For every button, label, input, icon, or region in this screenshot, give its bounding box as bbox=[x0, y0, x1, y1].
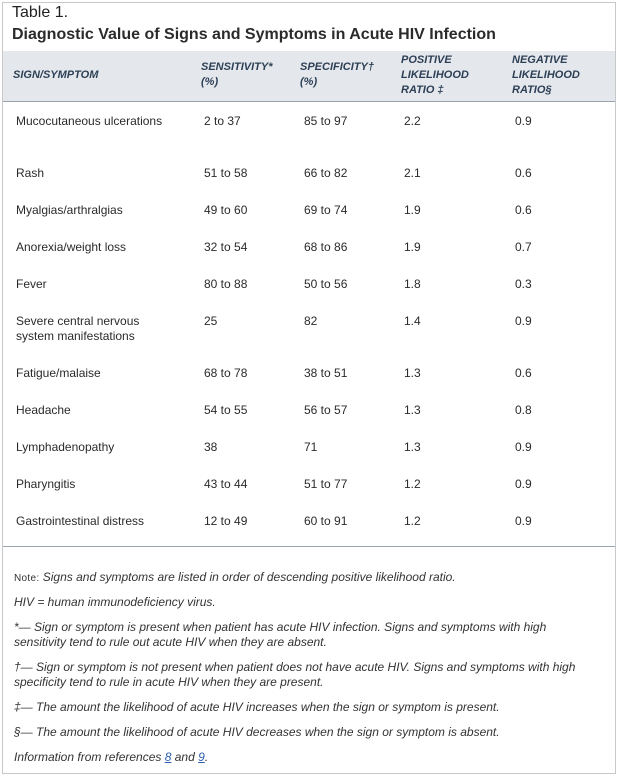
cell-sensitivity: 12 to 49 bbox=[204, 514, 248, 528]
cell-specificity: 51 to 77 bbox=[304, 477, 348, 491]
cell-sign: Fatigue/malaise bbox=[16, 366, 101, 380]
cell-specificity: 66 to 82 bbox=[304, 166, 348, 180]
cell-positive-lr: 1.2 bbox=[404, 514, 421, 528]
cell-positive-lr: 2.1 bbox=[404, 166, 421, 180]
table-header-row bbox=[3, 51, 615, 102]
note-specificity: †— Sign or symptom is not present when patient does not have acute HIV. Signs and symptoms with high specificity tend to rule in acute HIV when they are present. bbox=[14, 660, 576, 689]
header-positive-lr-line2: LIKELIHOOD bbox=[401, 69, 469, 81]
cell-specificity: 68 to 86 bbox=[304, 240, 348, 254]
cell-sensitivity: 2 to 37 bbox=[204, 114, 241, 128]
note-sensitivity: *— Sign or symptom is present when patient has acute HIV infection. Signs and symptoms with high sensitivity tend to rule out acute HIV when they are absent. bbox=[14, 620, 547, 649]
cell-sign: Pharyngitis bbox=[16, 477, 76, 491]
cell-sensitivity: 25 bbox=[204, 314, 218, 328]
header-specificity-line2: (%) bbox=[300, 76, 318, 88]
cell-specificity: 69 to 74 bbox=[304, 203, 348, 217]
cell-negative-lr: 0.3 bbox=[515, 277, 532, 291]
cell-negative-lr: 0.9 bbox=[515, 314, 532, 328]
cell-positive-lr: 2.2 bbox=[404, 114, 421, 128]
header-specificity bbox=[300, 60, 374, 90]
header-negative-lr bbox=[512, 53, 580, 98]
header-specificity-line1: SPECIFICITY† bbox=[300, 61, 374, 73]
table-title: Diagnostic Value of Signs and Symptoms in Acute HIV Infection bbox=[12, 26, 496, 43]
cell-positive-lr: 1.4 bbox=[404, 314, 421, 328]
cell-positive-lr: 1.8 bbox=[404, 277, 421, 291]
cell-negative-lr: 0.6 bbox=[515, 366, 532, 380]
cell-positive-lr: 1.9 bbox=[404, 240, 421, 254]
reference-link-9[interactable]: 9 bbox=[198, 750, 205, 764]
cell-sign: Severe central nervous system manifestations bbox=[16, 314, 140, 343]
cell-positive-lr: 1.3 bbox=[404, 403, 421, 417]
note-label: Note: bbox=[14, 573, 40, 584]
cell-sign: Myalgias/arthralgias bbox=[16, 203, 123, 217]
cell-specificity: 85 to 97 bbox=[304, 114, 348, 128]
cell-sensitivity: 68 to 78 bbox=[204, 366, 248, 380]
cell-sign: Headache bbox=[16, 403, 71, 417]
references-and: and bbox=[171, 750, 199, 764]
cell-sign: Anorexia/weight loss bbox=[16, 240, 127, 254]
cell-negative-lr: 0.6 bbox=[515, 203, 532, 217]
note-positive-lr: ‡— The amount the likelihood of acute HIV increases when the sign or symptom is present. bbox=[14, 700, 500, 714]
cell-negative-lr: 0.9 bbox=[515, 477, 532, 491]
cell-sensitivity: 49 to 60 bbox=[204, 203, 248, 217]
header-negative-lr-line2: LIKELIHOOD bbox=[512, 69, 580, 81]
cell-sensitivity: 80 to 88 bbox=[204, 277, 248, 291]
cell-negative-lr: 0.8 bbox=[515, 403, 532, 417]
note-hiv-definition: HIV = human immunodeficiency virus. bbox=[14, 595, 216, 609]
cell-specificity: 38 to 51 bbox=[304, 366, 348, 380]
references-prefix: Information from references bbox=[14, 750, 165, 764]
header-positive-lr-line3: RATIO ‡ bbox=[401, 84, 444, 96]
cell-sign: Fever bbox=[16, 277, 47, 291]
header-negative-lr-line3: RATIO§ bbox=[512, 84, 552, 96]
header-sensitivity-line2: (%) bbox=[201, 76, 219, 88]
cell-sign: Gastrointestinal distress bbox=[16, 514, 145, 528]
note-order-text: Signs and symptoms are listed in order of descending positive likelihood ratio. bbox=[39, 570, 456, 584]
header-sensitivity-line1: SENSITIVITY* bbox=[201, 61, 273, 73]
header-sensitivity bbox=[201, 60, 273, 90]
cell-specificity: 50 to 56 bbox=[304, 277, 348, 291]
footer-divider bbox=[3, 546, 615, 547]
cell-specificity: 71 bbox=[304, 440, 318, 454]
cell-sensitivity: 32 to 54 bbox=[204, 240, 248, 254]
header-positive-lr-line1: POSITIVE bbox=[401, 54, 452, 66]
header-positive-lr bbox=[401, 53, 469, 98]
note-references bbox=[14, 750, 594, 765]
reference-link-8[interactable]: 8 bbox=[164, 750, 172, 764]
cell-specificity: 60 to 91 bbox=[304, 514, 348, 528]
cell-sign: Rash bbox=[16, 166, 45, 180]
cell-negative-lr: 0.9 bbox=[515, 514, 532, 528]
cell-specificity: 56 to 57 bbox=[304, 403, 348, 417]
cell-sign: Mucocutaneous ulcerations bbox=[16, 114, 163, 128]
cell-negative-lr: 0.6 bbox=[515, 166, 532, 180]
header-sign-symptom: SIGN/SYMPTOM bbox=[13, 69, 99, 81]
cell-negative-lr: 0.9 bbox=[515, 114, 532, 128]
cell-specificity: 82 bbox=[304, 314, 318, 328]
cell-sensitivity: 38 bbox=[204, 440, 218, 454]
note-order bbox=[14, 570, 594, 586]
cell-positive-lr: 1.2 bbox=[404, 477, 421, 491]
cell-positive-lr: 1.9 bbox=[404, 203, 421, 217]
cell-negative-lr: 0.7 bbox=[515, 240, 532, 254]
cell-positive-lr: 1.3 bbox=[404, 366, 421, 380]
cell-sign: Lymphadenopathy bbox=[16, 440, 115, 454]
references-suffix: . bbox=[204, 750, 209, 764]
cell-sensitivity: 51 to 58 bbox=[204, 166, 248, 180]
cell-sensitivity: 43 to 44 bbox=[204, 477, 248, 491]
cell-negative-lr: 0.9 bbox=[515, 440, 532, 454]
cell-positive-lr: 1.3 bbox=[404, 440, 421, 454]
note-negative-lr: §— The amount the likelihood of acute HIV decreases when the sign or symptom is absent. bbox=[14, 725, 500, 739]
cell-sensitivity: 54 to 55 bbox=[204, 403, 248, 417]
header-negative-lr-line1: NEGATIVE bbox=[512, 54, 568, 66]
table-label: Table 1. bbox=[12, 4, 69, 21]
